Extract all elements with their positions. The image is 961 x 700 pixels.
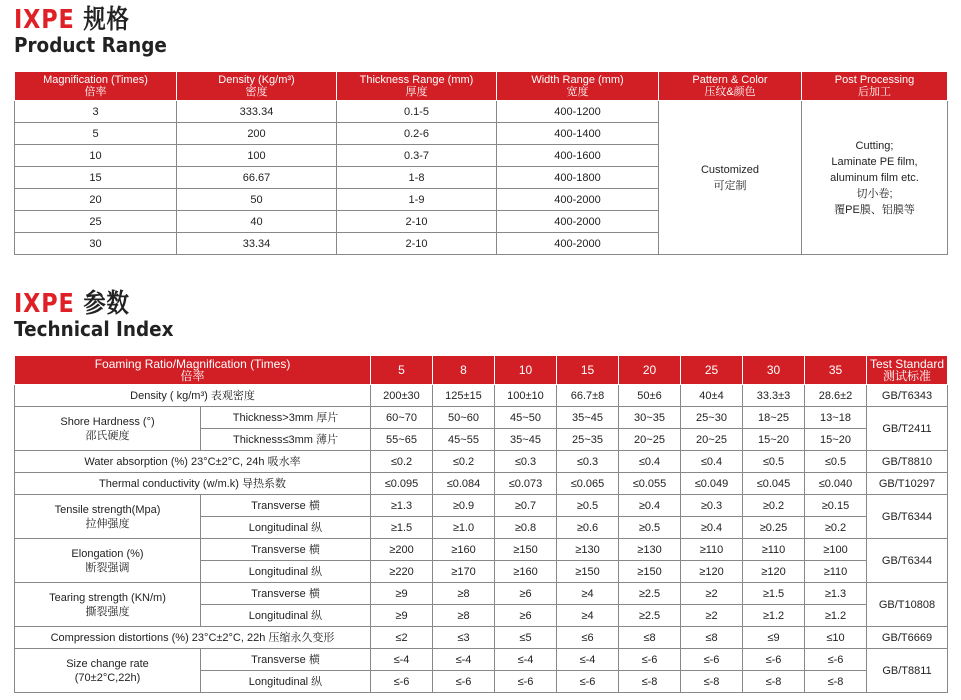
table-cell: 45~50 (495, 407, 557, 429)
table-cell: ≥1.2 (743, 605, 805, 627)
size-change-label: Size change rate (70±2°C,22h) (15, 649, 201, 693)
table-cell: 35~45 (557, 407, 619, 429)
table-cell: ≤10 (805, 627, 867, 649)
table-cell: 125±15 (433, 385, 495, 407)
table-cell: 55~65 (371, 429, 433, 451)
table-row-tensile-1 (15, 495, 948, 517)
table-cell: ≥150 (495, 539, 557, 561)
table-cell: ≥0.4 (619, 495, 681, 517)
table-cell: 20 (15, 189, 177, 211)
table-cell: ≥0.5 (557, 495, 619, 517)
table-cell: ≤6 (557, 627, 619, 649)
table-cell: 15~20 (743, 429, 805, 451)
table-cell: Longitudinal 纵 (201, 605, 371, 627)
title-cn: 规格 (83, 5, 130, 35)
table-cell: ≤-8 (681, 671, 743, 693)
table-cell: ≤-6 (557, 671, 619, 693)
col-header-pattern: Pattern & Color 压纹&颜色 (659, 72, 802, 101)
table-cell: 20 (619, 356, 681, 385)
table-cell: 60~70 (371, 407, 433, 429)
table-cell: 100±10 (495, 385, 557, 407)
table-cell: 45~55 (433, 429, 495, 451)
table-cell: 25~30 (681, 407, 743, 429)
table-cell: 3 (15, 101, 177, 123)
table-row-shore-1 (15, 407, 948, 429)
post-processing-cell: Cutting; Laminate PE film, aluminum film etc. 切小卷; 覆PE膜、铝膜等 (802, 101, 948, 255)
table-cell: 10 (15, 145, 177, 167)
table-cell: 25~35 (557, 429, 619, 451)
table-cell: ≤-6 (495, 671, 557, 693)
table-cell: 35 (805, 356, 867, 385)
table-cell: ≥1.3 (805, 583, 867, 605)
table-cell: 40 (177, 211, 337, 233)
table-cell: ≤0.095 (371, 473, 433, 495)
table-cell: 1-9 (337, 189, 497, 211)
table-cell: Compression distortions (%) 23°C±2°C, 22h 压缩永久变形 (15, 627, 371, 649)
table-cell: Thermal conductivity (w/m.k) 导热系数 (15, 473, 371, 495)
range-header-row (15, 72, 948, 101)
table-cell: ≤-4 (495, 649, 557, 671)
table-cell: 0.3-7 (337, 145, 497, 167)
table-cell: ≥0.5 (619, 517, 681, 539)
table-cell: GB/T6669 (867, 627, 948, 649)
table-cell: ≤0.2 (371, 451, 433, 473)
table-cell: 400-2000 (497, 233, 659, 255)
table-cell: GB/T6344 (867, 495, 948, 539)
table-cell: ≥120 (681, 561, 743, 583)
table-cell: 20~25 (619, 429, 681, 451)
ratio-header: Foaming Ratio/Magnification (Times) 倍率 (15, 356, 371, 385)
table-cell: GB/T2411 (867, 407, 948, 451)
table-cell: ≤0.049 (681, 473, 743, 495)
table-cell: 1-8 (337, 167, 497, 189)
table-cell: ≥2 (681, 605, 743, 627)
table-cell: 30~35 (619, 407, 681, 429)
table-cell: ≥4 (557, 583, 619, 605)
table-cell: ≤-4 (433, 649, 495, 671)
table-cell: ≥1.5 (743, 583, 805, 605)
table-cell: ≥120 (743, 561, 805, 583)
table-cell: 18~25 (743, 407, 805, 429)
table-cell: 100 (177, 145, 337, 167)
table-row-compression (15, 627, 948, 649)
table-cell: ≥1.0 (433, 517, 495, 539)
table-cell: ≤-6 (743, 649, 805, 671)
shore-label: Shore Hardness (°) 邵氏硬度 (15, 407, 201, 451)
table-cell: ≥200 (371, 539, 433, 561)
table-cell: GB/T8810 (867, 451, 948, 473)
table-row (15, 101, 948, 123)
table-cell: ≥130 (557, 539, 619, 561)
table-cell: ≥150 (557, 561, 619, 583)
table-cell: 400-1400 (497, 123, 659, 145)
title-cn: 参数 (83, 289, 130, 319)
table-row-water (15, 451, 948, 473)
table-cell: 400-1800 (497, 167, 659, 189)
table-cell: ≤-8 (805, 671, 867, 693)
table-cell: 35~45 (495, 429, 557, 451)
table-cell: 0.2-6 (337, 123, 497, 145)
table-cell: ≤0.5 (743, 451, 805, 473)
table-cell: ≤0.2 (433, 451, 495, 473)
table-cell: 40±4 (681, 385, 743, 407)
table-cell: ≥0.15 (805, 495, 867, 517)
table-cell: 15 (557, 356, 619, 385)
table-cell: ≤-6 (433, 671, 495, 693)
table-cell: Longitudinal 纵 (201, 671, 371, 693)
table-cell: 10 (495, 356, 557, 385)
table-cell: ≤-6 (805, 649, 867, 671)
table-cell: ≥9 (371, 605, 433, 627)
technical-index-title (14, 290, 187, 340)
table-cell: 50~60 (433, 407, 495, 429)
table-cell: ≥6 (495, 605, 557, 627)
table-cell: ≥0.25 (743, 517, 805, 539)
table-cell: ≥4 (557, 605, 619, 627)
table-cell: ≥6 (495, 583, 557, 605)
table-cell: ≤0.084 (433, 473, 495, 495)
table-cell: ≥2 (681, 583, 743, 605)
table-cell: ≥1.3 (371, 495, 433, 517)
table-cell: Longitudinal 纵 (201, 561, 371, 583)
table-cell: ≤0.045 (743, 473, 805, 495)
table-cell: 400-2000 (497, 189, 659, 211)
technical-index-table (14, 355, 948, 693)
table-cell: ≥0.7 (495, 495, 557, 517)
table-cell: ≥150 (619, 561, 681, 583)
table-cell: ≤2 (371, 627, 433, 649)
table-cell: ≥9 (371, 583, 433, 605)
table-cell: ≤8 (619, 627, 681, 649)
table-cell: ≤9 (743, 627, 805, 649)
table-cell: 50±6 (619, 385, 681, 407)
table-cell: Transverse 横 (201, 495, 371, 517)
table-cell: 20~25 (681, 429, 743, 451)
table-cell: ≤-8 (619, 671, 681, 693)
table-cell: ≥8 (433, 583, 495, 605)
table-cell: 400-2000 (497, 211, 659, 233)
table-cell: ≤-8 (743, 671, 805, 693)
pattern-color-cell: Customized 可定制 (659, 101, 802, 255)
table-cell: Transverse 横 (201, 583, 371, 605)
table-cell: ≥110 (743, 539, 805, 561)
table-cell: ≤-6 (681, 649, 743, 671)
table-cell: ≤0.040 (805, 473, 867, 495)
tearing-label: Tearing strength (KN/m) 撕裂强度 (15, 583, 201, 627)
table-cell: ≥0.6 (557, 517, 619, 539)
table-cell: 200±30 (371, 385, 433, 407)
col-header-thickness: Thickness Range (mm) 厚度 (337, 72, 497, 101)
title-en: Product Range (14, 33, 167, 57)
table-cell: ≥160 (495, 561, 557, 583)
table-cell: ≤5 (495, 627, 557, 649)
table-cell: 33.3±3 (743, 385, 805, 407)
elongation-label: Elongation (%) 断裂强调 (15, 539, 201, 583)
table-cell: ≤0.3 (557, 451, 619, 473)
table-cell: GB/T8811 (867, 649, 948, 693)
table-cell: ≤8 (681, 627, 743, 649)
table-cell: ≥100 (805, 539, 867, 561)
table-cell: 28.6±2 (805, 385, 867, 407)
table-cell: Transverse 横 (201, 649, 371, 671)
table-cell: 5 (15, 123, 177, 145)
table-cell: ≥110 (805, 561, 867, 583)
table-cell: ≥0.2 (743, 495, 805, 517)
table-cell: 13~18 (805, 407, 867, 429)
table-cell: 50 (177, 189, 337, 211)
table-row-size-1 (15, 649, 948, 671)
brand-label: IXPE (14, 289, 75, 319)
title-en: Technical Index (14, 317, 174, 341)
table-cell: 30 (15, 233, 177, 255)
table-cell: Longitudinal 纵 (201, 517, 371, 539)
table-cell: Water absorption (%) 23°C±2°C, 24h 吸水率 (15, 451, 371, 473)
table-cell: ≤-4 (371, 649, 433, 671)
table-cell: ≥8 (433, 605, 495, 627)
table-cell: ≥160 (433, 539, 495, 561)
table-cell: 33.34 (177, 233, 337, 255)
table-cell: ≥2.5 (619, 583, 681, 605)
table-cell: 30 (743, 356, 805, 385)
table-cell: Thickness>3mm 厚片 (201, 407, 371, 429)
table-cell: GB/T10808 (867, 583, 948, 627)
table-row-thermal (15, 473, 948, 495)
table-cell: GB/T10297 (867, 473, 948, 495)
table-cell: ≤-6 (371, 671, 433, 693)
table-cell: ≥0.2 (805, 517, 867, 539)
table-cell: ≥1.5 (371, 517, 433, 539)
brand-label: IXPE (14, 5, 75, 35)
table-cell: ≥0.4 (681, 517, 743, 539)
table-cell: ≥2.5 (619, 605, 681, 627)
table-cell: 15~20 (805, 429, 867, 451)
table-cell: ≤0.073 (495, 473, 557, 495)
table-cell: 200 (177, 123, 337, 145)
table-cell: ≥130 (619, 539, 681, 561)
col-header-density: Density (Kg/m³) 密度 (177, 72, 337, 101)
table-cell: 66.67 (177, 167, 337, 189)
table-cell: 15 (15, 167, 177, 189)
table-cell: ≥0.8 (495, 517, 557, 539)
table-cell: 333.34 (177, 101, 337, 123)
table-cell: ≥220 (371, 561, 433, 583)
tensile-label: Tensile strength(Mpa) 拉伸强度 (15, 495, 201, 539)
table-cell: ≥0.9 (433, 495, 495, 517)
tech-header-row (15, 356, 948, 385)
table-cell: 400-1200 (497, 101, 659, 123)
table-row-density (15, 385, 948, 407)
product-range-table (14, 71, 948, 255)
table-cell: Thickness≤3mm 薄片 (201, 429, 371, 451)
table-cell: ≤-6 (619, 649, 681, 671)
table-cell: 2-10 (337, 233, 497, 255)
table-cell: 2-10 (337, 211, 497, 233)
table-cell: ≥1.2 (805, 605, 867, 627)
table-cell: 25 (15, 211, 177, 233)
table-cell: 8 (433, 356, 495, 385)
table-cell: ≥0.3 (681, 495, 743, 517)
table-row-elong-1 (15, 539, 948, 561)
table-cell: ≥110 (681, 539, 743, 561)
table-cell: 400-1600 (497, 145, 659, 167)
table-cell: 25 (681, 356, 743, 385)
table-cell: GB/T6344 (867, 539, 948, 583)
table-cell: 0.1-5 (337, 101, 497, 123)
table-cell: ≤0.3 (495, 451, 557, 473)
table-cell: ≤0.4 (619, 451, 681, 473)
table-cell: ≤0.055 (619, 473, 681, 495)
table-cell: ≤0.065 (557, 473, 619, 495)
table-cell: ≤3 (433, 627, 495, 649)
table-cell: GB/T6343 (867, 385, 948, 407)
col-header-width: Width Range (mm) 宽度 (497, 72, 659, 101)
table-cell: 66.7±8 (557, 385, 619, 407)
table-row-tearing-1 (15, 583, 948, 605)
table-cell: 5 (371, 356, 433, 385)
table-cell: ≥170 (433, 561, 495, 583)
table-cell: ≤-4 (557, 649, 619, 671)
table-cell: Density ( kg/m³) 表观密度 (15, 385, 371, 407)
test-standard-header: Test Standard 测试标准 (867, 356, 948, 385)
table-cell: Transverse 横 (201, 539, 371, 561)
col-header-magnification: Magnification (Times) 倍率 (15, 72, 177, 101)
product-range-title (14, 6, 180, 56)
table-cell: ≤0.4 (681, 451, 743, 473)
col-header-post: Post Processing 后加工 (802, 72, 948, 101)
table-cell: ≤0.5 (805, 451, 867, 473)
